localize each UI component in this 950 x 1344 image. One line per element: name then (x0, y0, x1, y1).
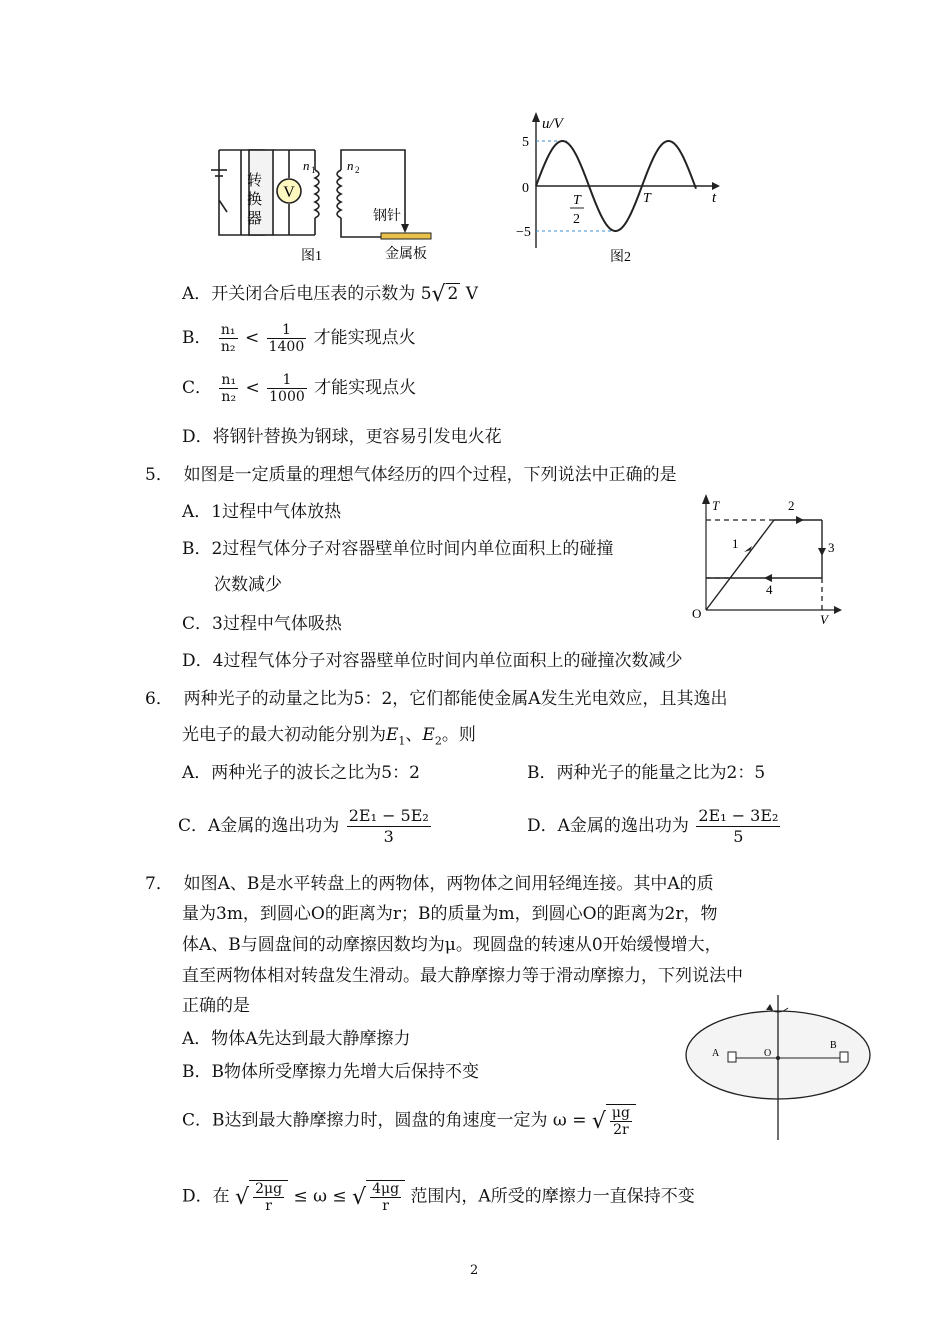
svg-text:2: 2 (355, 165, 360, 175)
svg-text:T: T (643, 191, 651, 206)
figure-1-circuit (205, 140, 445, 270)
q6-option-c: C．A金属的逸出功为 $\frac{\text{2E₁ − 5E₂}}{3}$ (178, 806, 429, 846)
q6-stem-line2: 光电子的最大初动能分别为$E_1$、$E_2$。则 (182, 725, 476, 748)
svg-text:O: O (692, 606, 702, 621)
q7-turntable-diagram (680, 990, 880, 1145)
q5-option-a: A．1过程中气体放热 (182, 502, 342, 522)
svg-text:O: O (764, 1048, 772, 1059)
svg-text:t: t (712, 190, 717, 206)
q4-option-a: A．开关闭合后电压表的示数为 5√ 2 V (182, 282, 479, 307)
svg-text:5: 5 (522, 135, 529, 150)
q5-option-d: D．4过程气体分子对容器壁单位时间内单位面积上的碰撞次数减少 (182, 651, 683, 671)
svg-text:0: 0 (522, 181, 529, 196)
q5-tv-diagram (688, 490, 848, 630)
svg-text:4: 4 (766, 582, 773, 597)
svg-text:V: V (283, 184, 295, 201)
svg-text:n: n (303, 158, 310, 173)
svg-text:T: T (573, 193, 581, 208)
q6-option-b: B．两种光子的能量之比为2：5 (527, 763, 766, 783)
svg-text:T: T (712, 498, 720, 513)
svg-text:1: 1 (311, 165, 316, 175)
q5-option-b-cont: 次数减少 (214, 575, 282, 595)
q4-option-c: C． $\frac{\text{n₁}}{\text{n₂}}$ < $\frac{1}{1000}$ 才能实现点火 (182, 372, 417, 405)
svg-text:3: 3 (828, 540, 835, 555)
q4-option-b: B． $\frac{\text{n₁}}{\text{n₂}}$ < $\frac{1}{1400}$ 才能实现点火 (182, 322, 416, 355)
svg-text:V: V (820, 612, 828, 627)
svg-text:u/V: u/V (542, 116, 563, 132)
q7-stem-line2: 量为3m，到圆心O的距离为r；B的质量为m，到圆心O的距离为2r，物 (182, 904, 718, 924)
svg-text:钢针: 钢针 (373, 209, 401, 224)
q7-stem-line5: 正确的是 (182, 996, 250, 1016)
q6-stem-line1: 6． 两种光子的动量之比为5：2，它们都能使金属A发生光电效应，且其逸出 (145, 689, 728, 709)
svg-text:B: B (830, 1040, 837, 1051)
figure-2-sine (510, 108, 730, 268)
svg-text:1: 1 (732, 536, 739, 551)
svg-text:图2: 图2 (610, 250, 631, 265)
q7-option-c: C．B达到最大静摩擦力时，圆盘的角速度一定为 ω = √ $\frac{\mu g}{2r}$ (182, 1104, 636, 1138)
svg-text:转换器: 转换器 (245, 172, 261, 229)
svg-text:图1: 图1 (301, 249, 322, 264)
q5-stem: 5． 如图是一定质量的理想气体经历的四个过程，下列说法中正确的是 (145, 465, 677, 485)
q5-option-c: C．3过程中气体吸热 (182, 614, 342, 634)
q4-option-d: D．将钢针替换为钢球，更容易引发电火花 (182, 427, 502, 447)
svg-text:n: n (347, 158, 354, 173)
q6-option-a: A．两种光子的波长之比为5：2 (182, 763, 420, 783)
q7-stem-line3: 体A、B与圆盘间的动摩擦因数均为μ。现圆盘的转速从0开始缓慢增大， (182, 935, 722, 955)
svg-text:金属板: 金属板 (385, 247, 427, 262)
svg-text:A: A (712, 1048, 720, 1059)
q5-option-b: B．2过程气体分子对容器壁单位时间内单位面积上的碰撞 (182, 539, 614, 559)
q7-option-d: D．在 √ $\frac{2\mu g}{r}$ ≤ ω ≤ √ $\frac{4\mu g}{r}$ 范围内，A所受的摩擦力一直保持不变 (182, 1181, 695, 1214)
q7-option-b: B．B物体所受摩擦力先增大后保持不变 (182, 1062, 479, 1082)
q7-stem-line1: 7． 如图A、B是水平转盘上的两物体，两物体之间用轻绳连接。其中A的质 (145, 874, 714, 894)
page-number: 2 (470, 1263, 479, 1278)
q6-option-d: D．A金属的逸出功为 $\frac{\text{2E₁ − 3E₂}}{5}$ (527, 806, 779, 846)
svg-text:−5: −5 (516, 225, 531, 240)
svg-text:2: 2 (788, 498, 795, 513)
q7-option-a: A．物体A先达到最大静摩擦力 (182, 1029, 411, 1049)
q7-stem-line4: 直至两物体相对转盘发生滑动。最大静摩擦力等于滑动摩擦力，下列说法中 (182, 966, 743, 986)
svg-text:2: 2 (573, 212, 580, 227)
